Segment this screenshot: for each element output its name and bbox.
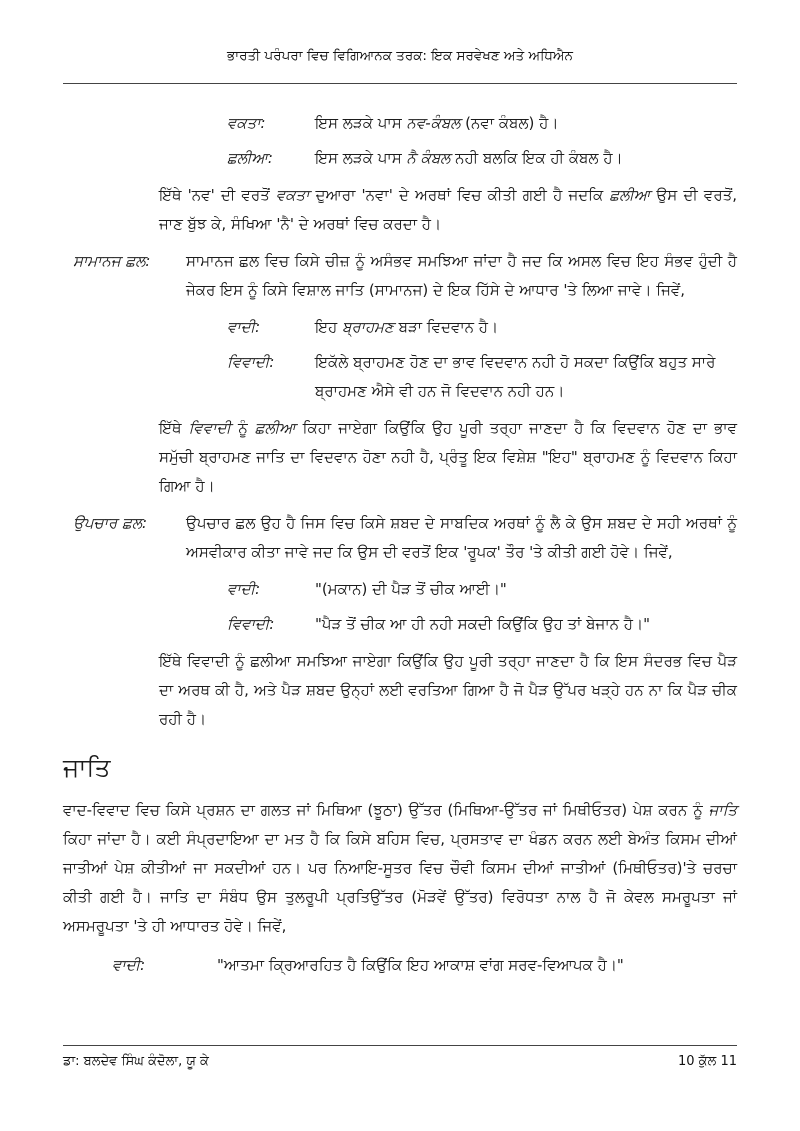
- dialog-row: [63, 951, 737, 980]
- speaker-line: "(ਮਕਾਨ) ਦੀ ਪੈੜ ਤੋਂ ਚੀਕ ਆਈ।": [315, 580, 507, 598]
- running-header-title: ਭਾਰਤੀ ਪਰੰਪਰਾ ਵਿਚ ਵਿਗਿਆਨਕ ਤਰਕ: ਇਕ ਸਰਵੇਖਣ ਅਤੇ ਅਧਿਐਨ: [227, 48, 573, 64]
- speaker-label: ਛਲੀਆ:: [227, 149, 273, 167]
- speaker-line: "ਪੈੜ ਤੋਂ ਚੀਕ ਆ ਹੀ ਨਹੀ ਸਕਦੀ ਕਿਉਂਕਿ ਉਹ ਤਾਂ ਬੇਜਾਨ ਹੈ।": [315, 615, 650, 633]
- footer-author: ਡਾ: ਬਲਦੇਵ ਸਿੰਘ ਕੰਦੋਲਾ, ਯੂ ਕੇ: [63, 1054, 209, 1069]
- speaker-label: ਵਾਦੀ:: [227, 318, 261, 336]
- speaker-line: "ਆਤਮਾ ਕ੍ਰਿਆਰਹਿਤ ਹੈ ਕਿਉਂਕਿ ਇਹ ਆਕਾਸ਼ ਵਾਂਗ ਸਰਵ-ਵਿਆਪਕ ਹੈ।": [217, 956, 624, 974]
- dialog-example-brahman: [63, 313, 737, 406]
- speaker-label: ਵਿਵਾਦੀ:: [227, 615, 275, 633]
- paragraph-kambal-explain: ਇੱਥੇ 'ਨਵ' ਦੀ ਵਰਤੋਂ ਵਕਤਾ ਦੁਆਰਾ 'ਨਵਾ' ਦੇ ਅਰਥਾਂ ਵਿਚ ਕੀਤੀ ਗਈ ਹੈ ਜਦਕਿ ਛਲੀਆ ਉਸ ਦੀ ਵਰਤੋਂ, ਜਾਣ ਬੁੱਝ ਕੇ, ਸੰਖਿਆ 'ਨੈ' ਦੇ ਅਰਥਾਂ ਵਿਚ ਕਰਦਾ ਹੈ।: [159, 186, 737, 233]
- page-footer: [63, 1045, 737, 1072]
- dialog-row: [63, 610, 737, 639]
- dialog-example-atma: [63, 951, 737, 980]
- page-header: [63, 0, 737, 84]
- page-body: [63, 87, 737, 988]
- speaker-line: ਇਕੱਲੇ ਬ੍ਰਾਹਮਣ ਹੋਣ ਦਾ ਭਾਵ ਵਿਦਵਾਨ ਨਹੀ ਹੋ ਸਕਦਾ ਕਿਉਂਕਿ ਬਹੁਤ ਸਾਰੇ ਬ੍ਰਾਹਮਣ ਐਸੇ ਵੀ ਹਨ ਜੋ ਵਿਦਵਾਨ ਨਹੀ ਹਨ।: [315, 353, 716, 400]
- footer-page-number: 10 ਕੁੱਲ 11: [677, 1054, 737, 1069]
- speaker-label: ਵਾਦੀ:: [112, 956, 146, 974]
- term-text: ਸਾਮਾਨਜ ਛਲ ਵਿਚ ਕਿਸੇ ਚੀਜ਼ ਨੂੰ ਅਸੰਭਵ ਸਮਝਿਆ ਜਾਂਦਾ ਹੈ ਜਦ ਕਿ ਅਸਲ ਵਿਚ ਇਹ ਸੰਭਵ ਹੁੰਦੀ ਹੈ ਜੇਕਰ ਇਸ ਨੂੰ ਕਿਸੇ ਵਿਸ਼ਾਲ ਜਾਤਿ (ਸਾਮਾਨਜ) ਦੇ ਇਕ ਹਿੱਸੇ ਦੇ ਆਧਾਰ 'ਤੇ ਲਿਆ ਜਾਵੇ। ਜਿਵੇਂ,: [186, 252, 737, 299]
- dialog-row: [63, 348, 737, 406]
- paragraph-pair-explain: ਇੱਥੇ ਵਿਵਾਦੀ ਨੂੰ ਛਲੀਆ ਸਮਝਿਆ ਜਾਏਗਾ ਕਿਉਂਕਿ ਉਹ ਪੂਰੀ ਤਰ੍ਹਾ ਜਾਣਦਾ ਹੈ ਕਿ ਇਸ ਸੰਦਰਭ ਵਿਚ ਪੈੜ ਦਾ ਅਰਥ ਕੀ ਹੈ, ਅਤੇ ਪੈੜ ਸ਼ਬਦ ਉਨ੍ਹਾਂ ਲਈ ਵਰਤਿਆ ਗਿਆ ਹੈ ਜੋ ਪੈੜ ਉੱਪਰ ਖੜ੍ਹੇ ਹਨ ਨਾ ਕਿ ਪੈੜ ਚੀਕ ਰਹੀ ਹੈ।: [159, 652, 737, 728]
- speaker-line: ਇਸ ਲੜਕੇ ਪਾਸ ਨਵ-ਕੰਬਲ (ਨਵਾ ਕੰਬਲ) ਹੈ।: [315, 114, 559, 132]
- paragraph-jati: ਵਾਦ-ਵਿਵਾਦ ਵਿਚ ਕਿਸੇ ਪ੍ਰਸ਼ਨ ਦਾ ਗਲਤ ਜਾਂ ਮਿਥਿਆ (ਝੂਠਾ) ਉੱਤਰ (ਮਿਥਿਆ-ਉੱਤਰ ਜਾਂ ਮਿਥੀਓਤਰ) ਪੇਸ਼ ਕਰਨ ਨੂੰ ਜਾਤਿ ਕਿਹਾ ਜਾਂਦਾ ਹੈ। ਕਈ ਸੰਪ੍ਰਦਾਇਆ ਦਾ ਮਤ ਹੈ ਕਿ ਕਿਸੇ ਬਹਿਸ ਵਿਚ, ਪ੍ਰਸਤਾਵ ਦਾ ਖੰਡਨ ਕਰਨ ਲਈ ਬੇਅੰਤ ਕਿਸਮ ਦੀਆਂ ਜਾਤੀਆਂ ਪੇਸ਼ ਕੀਤੀਆਂ ਜਾ ਸਕਦੀਆਂ ਹਨ। ਪਰ ਨਿਆਇ-ਸੂਤਰ ਵਿਚ ਚੌਵੀ ਕਿਸਮ ਦੀਆਂ ਜਾਤੀਆਂ (ਮਿਥੀਓਤਰ)'ਤੇ ਚਰਚਾ ਕੀਤੀ ਗਈ ਹੈ। ਜਾਤਿ ਦਾ ਸੰਬੰਧ ਉਸ ਤੁਲਰੂਪੀ ਪ੍ਰਤਿਉੱਤਰ (ਮੋੜਵੇਂ ਉੱਤਰ) ਵਿਰੋਧਤਾ ਨਾਲ ਹੈ ਜੋ ਕੇਵਲ ਸਮਰੂਪਤਾ ਜਾਂ ਅਸਮਰੂਪਤਾ 'ਤੇ ਹੀ ਆਧਾਰਤ ਹੋਵੇ। ਜਿਵੇਂ,: [63, 801, 737, 935]
- header-divider: [63, 83, 737, 84]
- dialog-row: [63, 313, 737, 342]
- speaker-label: ਵਕਤਾ:: [227, 114, 266, 132]
- term-label: ਸਾਮਾਨਜ ਛਲ:: [73, 252, 151, 270]
- speaker-line: ਇਸ ਲੜਕੇ ਪਾਸ ਨੈ ਕੰਬਲ ਨਹੀ ਬਲਕਿ ਇਕ ਹੀ ਕੰਬਲ ਹੈ।: [315, 149, 623, 167]
- dialog-example-pair: [63, 575, 737, 639]
- speaker-line: ਇਹ ਬ੍ਰਾਹਮਣ ਬੜਾ ਵਿਦਵਾਨ ਹੈ।: [315, 318, 499, 336]
- term-label: ਉਪਚਾਰ ਛਲ:: [73, 514, 148, 532]
- speaker-label: ਵਿਵਾਦੀ:: [227, 353, 275, 371]
- term-definition-samanaj: [63, 247, 737, 305]
- dialog-row: [63, 109, 737, 138]
- dialog-row: [63, 144, 737, 173]
- term-definition-upchar: [63, 509, 737, 567]
- speaker-label: ਵਾਦੀ:: [227, 580, 261, 598]
- footer-line: [63, 1046, 737, 1072]
- paragraph-brahman-explain: ਇੱਥੇ ਵਿਵਾਦੀ ਨੂੰ ਛਲੀਆ ਕਿਹਾ ਜਾਏਗਾ ਕਿਉਂਕਿ ਉਹ ਪੂਰੀ ਤਰ੍ਹਾ ਜਾਣਦਾ ਹੈ ਕਿ ਵਿਦਵਾਨ ਹੋਣ ਦਾ ਭਾਵ ਸਮੁੱਚੀ ਬ੍ਰਾਹਮਣ ਜਾਤਿ ਦਾ ਵਿਦਵਾਨ ਹੋਣਾ ਨਹੀ ਹੈ, ਪ੍ਰੰਤੂ ਇਕ ਵਿਸ਼ੇਸ਼ "ਇਹ" ਬ੍ਰਾਹਮਣ ਨੂੰ ਵਿਦਵਾਨ ਕਿਹਾ ਗਿਆ ਹੈ।: [159, 419, 737, 495]
- section-heading-jati: ਜਾਤਿ: [63, 753, 111, 782]
- dialog-row: [63, 575, 737, 604]
- dialog-example-kambal: [63, 109, 737, 173]
- term-text: ਉਪਚਾਰ ਛਲ ਉਹ ਹੈ ਜਿਸ ਵਿਚ ਕਿਸੇ ਸ਼ਬਦ ਦੇ ਸਾਬਦਿਕ ਅਰਥਾਂ ਨੂੰ ਲੈ ਕੇ ਉਸ ਸ਼ਬਦ ਦੇ ਸਹੀ ਅਰਥਾਂ ਨੂੰ ਅਸਵੀਕਾਰ ਕੀਤਾ ਜਾਵੇ ਜਦ ਕਿ ਉਸ ਦੀ ਵਰਤੋਂ ਇਕ 'ਰੂਪਕ' ਤੌਰ 'ਤੇ ਕੀਤੀ ਗਈ ਹੋਵੇ। ਜਿਵੇਂ,: [186, 514, 737, 561]
